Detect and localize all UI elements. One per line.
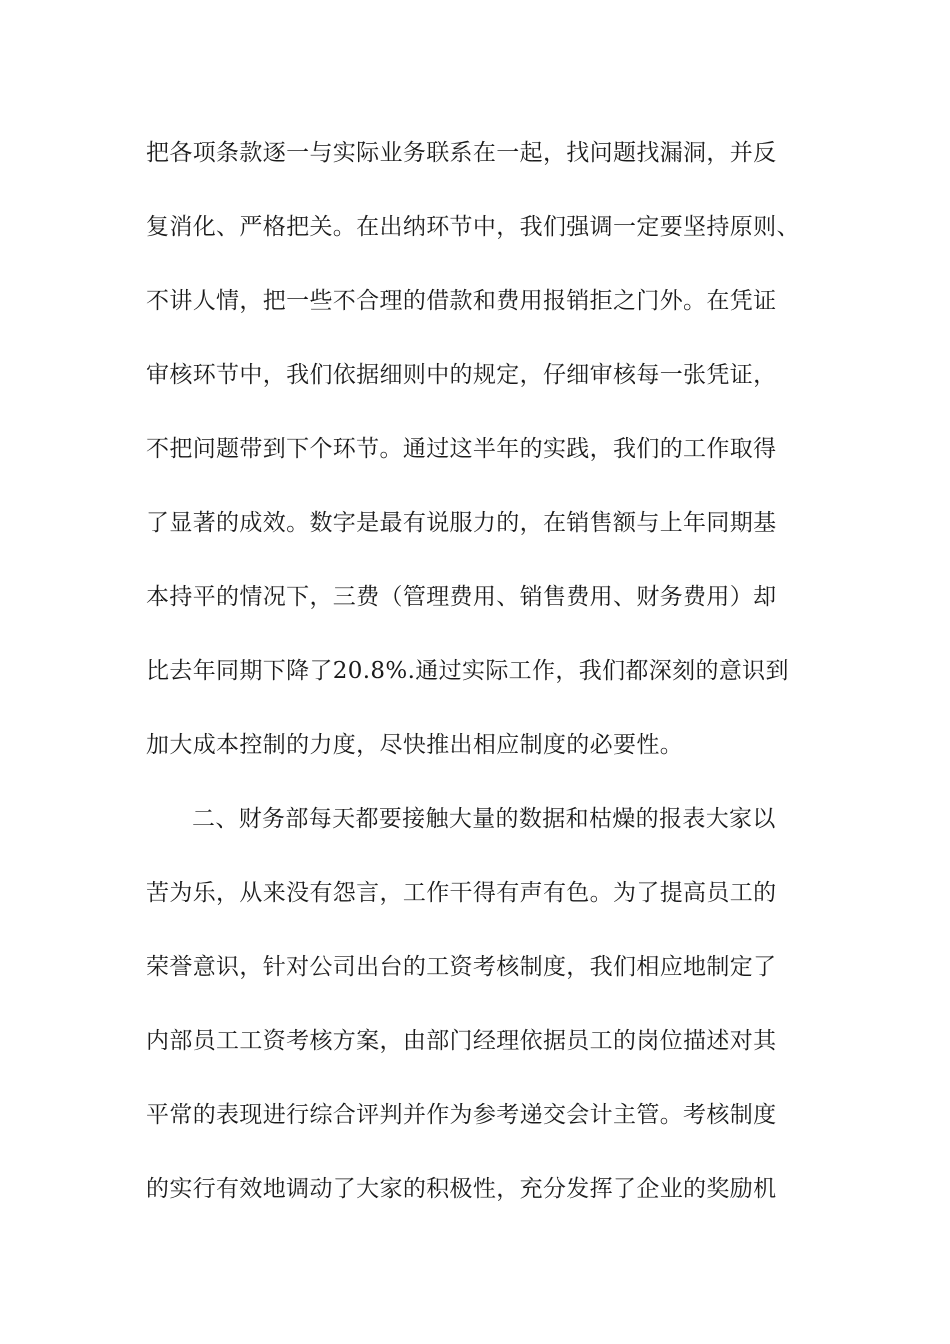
paragraph-first-line: 二、财务部每天都要接触大量的数据和枯燥的报表大家以 [192,806,776,832]
text-line: 苦为乐，从来没有怨言，工作干得有声有色。为了提高员工的 [146,880,777,906]
text-line: 荣誉意识，针对公司出台的工资考核制度，我们相应地制定了 [146,954,777,980]
text-line: 了显著的成效。数字是最有说服力的，在销售额与上年同期基 [146,510,777,536]
text-line: 平常的表现进行综合评判并作为参考递交会计主管。考核制度 [146,1102,777,1128]
text-line: 加大成本控制的力度，尽快推出相应制度的必要性。 [146,732,684,758]
text-line: 内部员工工资考核方案，由部门经理依据员工的岗位描述对其 [146,1028,777,1054]
text-line: 不讲人情，把一些不合理的借款和费用报销拒之门外。在凭证 [146,288,777,314]
text-line: 本持平的情况下，三费（管理费用、销售费用、财务费用）却 [146,584,777,610]
text-line: 不把问题带到下个环节。通过这半年的实践，我们的工作取得 [146,436,777,462]
text-line: 审核环节中，我们依据细则中的规定，仔细审核每一张凭证， [146,362,777,388]
text-line: 复消化、严格把关。在出纳环节中，我们强调一定要坚持原则、 [146,214,800,240]
text-line: 的实行有效地调动了大家的积极性，充分发挥了企业的奖励机 [146,1176,777,1202]
text-line: 比去年同期下降了20.8%.通过实际工作，我们都深刻的意识到 [146,658,789,684]
text-line: 把各项条款逐一与实际业务联系在一起，找问题找漏洞，并反 [146,140,777,166]
